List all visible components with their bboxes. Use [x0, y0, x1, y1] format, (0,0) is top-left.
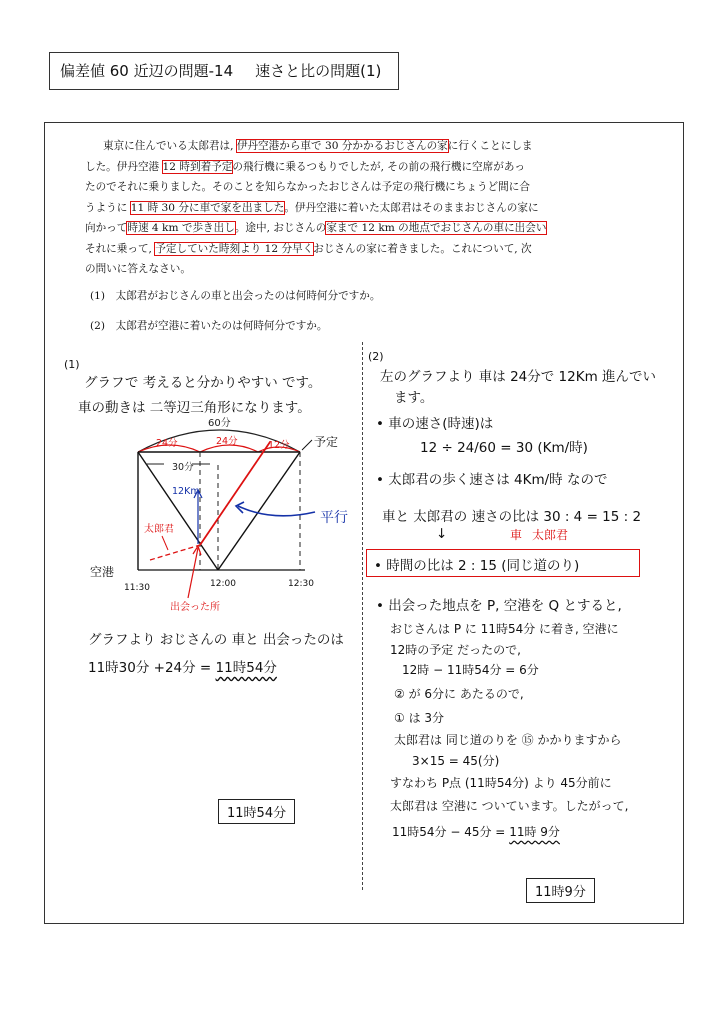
- left-underlined-answer: 11時54分: [215, 660, 277, 676]
- right-line-1: 左のグラフより 車は 24分で 12Km 進んでい: [380, 369, 657, 385]
- graph-meet-arrow: [188, 548, 198, 598]
- right-line-17: 太郎君は 空港に ついています。したがって,: [390, 799, 629, 813]
- problem-line-4: うように 11 時 30 分に車で家を出ました。伊丹空港に着いた太郎君はそのままおじさんの家に: [85, 201, 539, 214]
- graph-parallel-label: 平行: [320, 510, 348, 526]
- right-line-8: • 出会った地点を P, 空港を Q とすると,: [376, 598, 622, 614]
- right-line-5: • 太郎君の歩く速さは 4Km/時 なので: [376, 472, 608, 488]
- answer-box-2: 11時9分: [526, 878, 595, 903]
- left-line-4: 11時30分 +24分 = 11時54分: [88, 660, 277, 676]
- graph-taro-pointer: [162, 536, 168, 550]
- graph-30min-label: 30分: [172, 462, 194, 473]
- right-line-14: 太郎君は 同じ道のりを ⑮ かかりますから: [394, 733, 622, 747]
- page-subtitle: 速さと比の問題(1): [255, 62, 382, 80]
- right-underlined-answer: 11時 9分: [509, 825, 560, 839]
- problem-line-7: の問いに答えなさい。: [85, 263, 191, 275]
- problem-statement: [85, 136, 605, 280]
- graph-seg3-label: 12分: [268, 440, 290, 451]
- highlight-walk-4km: 時速 4 km で歩き出し: [127, 222, 235, 234]
- graph-car-up: [218, 452, 300, 570]
- question-2: (2) 太郎君が空港に着いたのは何時何分ですか。: [90, 320, 328, 332]
- right-line-12: ② が 6分に あたるので,: [394, 687, 524, 701]
- graph-red-car-line: [200, 442, 270, 545]
- right-line-11: 12時 − 11時54分 = 6分: [402, 663, 539, 677]
- title-box: [49, 52, 399, 90]
- highlight-car-30min: 伊丹空港から車で 30 分かかるおじさんの家: [236, 140, 448, 152]
- graph-yotei-pointer: [302, 440, 312, 450]
- right-line-18: 11時54分 − 45分 = 11時 9分: [392, 825, 560, 839]
- graph-time-1130: 11:30: [124, 583, 150, 593]
- travel-graph: [60, 410, 360, 620]
- graph-seg2-label: 24分: [216, 436, 238, 447]
- right-line-3: • 車の速さ(時速)は: [376, 416, 494, 432]
- graph-time-1230: 12:30: [288, 579, 314, 589]
- left-line-2: 車の動きは 二等辺三角形になります。: [78, 400, 311, 416]
- column-divider: [362, 342, 363, 890]
- right-car-label: 車: [510, 528, 523, 542]
- right-taro-label: 太郎君: [532, 528, 569, 542]
- right-line-4: 12 ÷ 24/60 = 30 (Km/時): [420, 440, 588, 456]
- right-line-16: すなわち P点 (11時54分) より 45分前に: [390, 776, 612, 790]
- problem-line-6: それに乗って, 予定していた時刻より 12 分早くおじさんの家に着きました。これについて, 次: [85, 242, 532, 255]
- highlight-1130-depart: 11 時 30 分に車で家を出ました: [130, 201, 285, 214]
- answer-box-1: 11時54分: [218, 799, 295, 824]
- graph-60min-label: 60分: [208, 418, 231, 429]
- right-line-7: • 時間の比は 2 : 15 (同じ道のり): [374, 558, 580, 574]
- graph-airport-label: 空港: [90, 565, 115, 579]
- highlight-12-arrival: 12 時到着予定: [162, 160, 233, 173]
- problem-line-3: たのでそれに乗りました。そのことを知らなかったおじさんは予定の飛行機にちょうど間に合: [85, 181, 530, 193]
- right-line-6: 車と 太郎君の 速さの比は 30 : 4 = 15 : 2: [382, 509, 642, 525]
- right-line-9: おじさんは P に 11時54分 に着き, 空港に: [390, 622, 619, 636]
- graph-12km-label: 12Km: [172, 486, 200, 497]
- graph-taro-walk-line: [150, 545, 200, 560]
- problem-line-2: した。伊丹空港 12 時到着予定の飛行機に乗るつもりでしたが, その前の飛行機に空席があっ: [85, 160, 525, 173]
- graph-yotei-label: 予定: [314, 435, 339, 449]
- graph-parallel-arrow: [238, 506, 315, 516]
- graph-meet-label: 出会った所: [170, 602, 220, 613]
- right-line-15: 3×15 = 45(分): [412, 754, 500, 768]
- answer-2-number: (2): [368, 350, 384, 363]
- problem-line-1: 東京に住んでいる太郎君は, 伊丹空港から車で 30 分かかるおじさんの家に行くことにしま: [103, 140, 533, 152]
- highlight-12min-early: 予定していた時刻より 12 分早く: [155, 242, 314, 255]
- right-arrow: ↓: [436, 526, 448, 542]
- left-line-1: グラフで 考えると分かりやすい です。: [84, 375, 322, 391]
- right-line-10: 12時の予定 だったので,: [390, 643, 521, 657]
- question-1: (1) 太郎君がおじさんの車と出会ったのは何時何分ですか。: [90, 290, 381, 302]
- right-line-2: ます。: [394, 390, 434, 406]
- graph-time-1200: 12:00: [210, 579, 236, 589]
- left-line-3: グラフより おじさんの 車と 出会ったのは: [88, 632, 344, 648]
- answer-1-number: (1): [64, 358, 80, 371]
- graph-taro-label: 太郎君: [144, 524, 174, 535]
- highlight-meet-12km: 家まで 12 km の地点でおじさんの車に出会い: [326, 222, 547, 234]
- graph-seg1-label: 24分: [156, 438, 178, 449]
- page-title: 偏差値 60 近辺の問題-14: [60, 62, 234, 80]
- problem-line-5: 向かって時速 4 km で歩き出し。途中, おじさんの家まで 12 km の地点でおじさんの車に出会い: [85, 222, 547, 234]
- right-line-13: ① は 3分: [394, 711, 445, 725]
